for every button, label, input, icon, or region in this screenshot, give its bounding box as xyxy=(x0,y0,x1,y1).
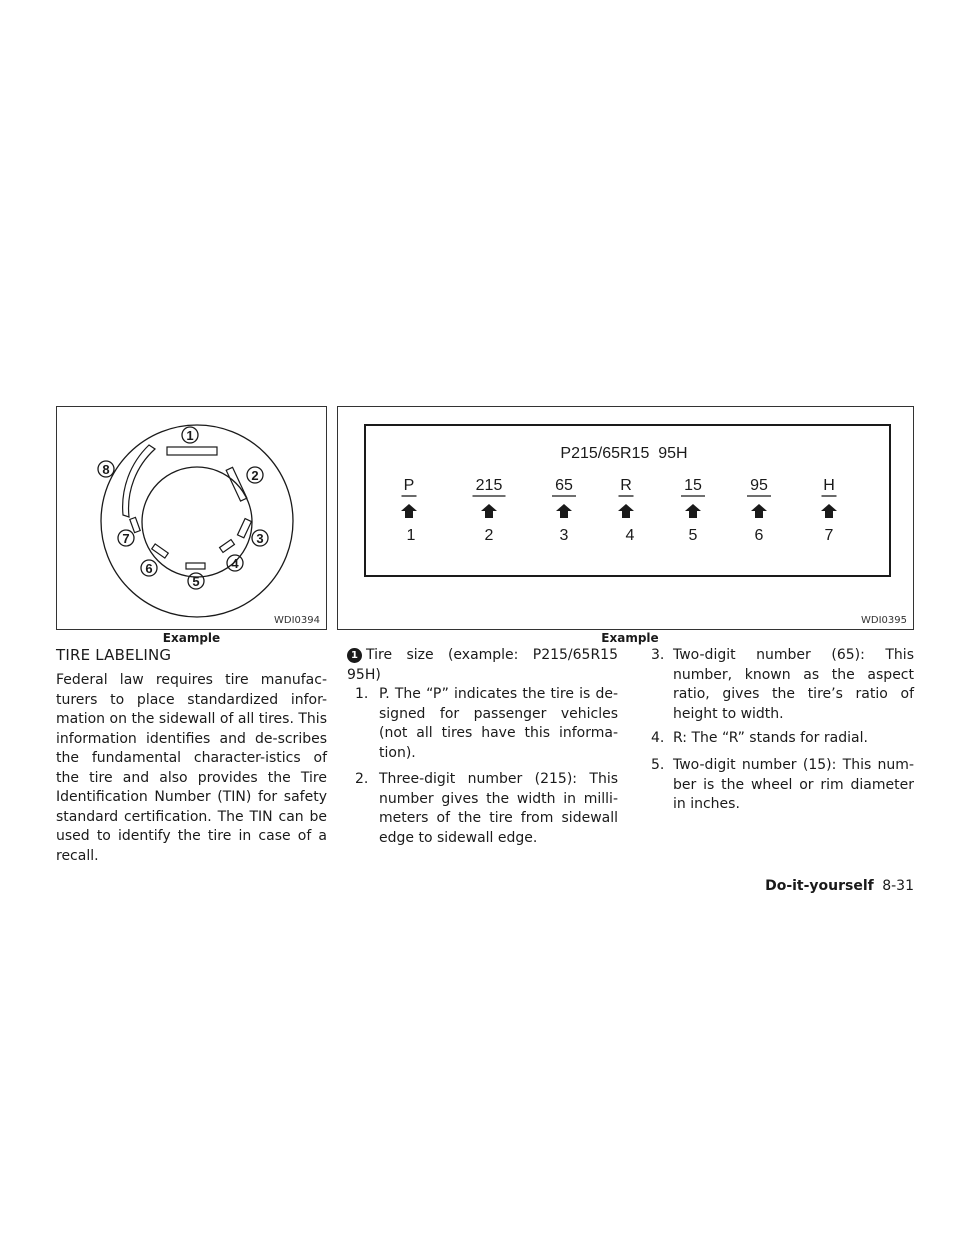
segment-label: P xyxy=(403,477,415,494)
segment-6 xyxy=(747,477,771,544)
list-item-text: Two-digit number (65): This number, known as the aspect ratio, gives the tire’s ratio of height to width. xyxy=(673,647,914,722)
list-item xyxy=(355,770,618,848)
section-paragraph: Federal law requires tire manufac-turers to place standardized infor-mation on the sidewall of all tires. This information identifies and de-scribes the fundamental character-istics of the tire and also provides the Tire Identification Number (TIN) for safety standard certification. The TIN can be used to identify the tire in case of a recall. xyxy=(56,672,327,864)
segment-number: 6 xyxy=(754,527,764,544)
segment-1 xyxy=(401,477,417,544)
list-item xyxy=(651,729,914,749)
marker-7-label: 7 xyxy=(122,531,130,546)
segment-label: 215 xyxy=(475,477,503,494)
segment-number: 3 xyxy=(559,527,569,544)
up-arrow-icon xyxy=(556,504,572,518)
list-item-number: 1. xyxy=(355,686,369,702)
list-item xyxy=(651,756,914,815)
tire-size-intro xyxy=(347,646,618,685)
up-arrow-icon xyxy=(751,504,767,518)
tire-sidewall-diagram xyxy=(57,407,326,629)
marker-3-label: 3 xyxy=(256,531,264,546)
tire-size-title: P215/65R15 95H xyxy=(560,445,688,462)
segment-5 xyxy=(681,477,705,544)
label-slot-4 xyxy=(220,540,235,553)
marker-4 xyxy=(227,555,243,571)
segment-3 xyxy=(552,477,576,544)
list-item xyxy=(355,685,618,763)
marker-7 xyxy=(118,530,134,546)
segment-7 xyxy=(821,477,837,544)
marker-5 xyxy=(188,573,204,589)
footer-page-number: 8-31 xyxy=(882,878,914,894)
segment-label: R xyxy=(620,477,632,494)
list-item-text: P. The “P” indicates the tire is de-signed for passenger vehicles (not all tires have this informa-tion). xyxy=(379,686,618,761)
list-item-number: 4. xyxy=(651,730,665,746)
label-slot-3 xyxy=(237,519,251,538)
list-item-number: 2. xyxy=(355,771,369,787)
segment-label: 65 xyxy=(555,477,573,494)
up-arrow-icon xyxy=(685,504,701,518)
tire-size-intro-text: Tire size (example: P215/65R15 95H) xyxy=(347,647,618,683)
marker-1-label: 1 xyxy=(186,428,194,443)
label-slot-5 xyxy=(186,563,205,569)
list-item xyxy=(651,646,914,724)
segment-number: 5 xyxy=(688,527,698,544)
list-item-text: R: The “R” stands for radial. xyxy=(673,730,868,746)
footer-section: Do-it-yourself xyxy=(765,878,874,894)
up-arrow-icon xyxy=(401,504,417,518)
list-item-number: 3. xyxy=(651,647,665,663)
segment-label: H xyxy=(823,477,835,494)
marker-8 xyxy=(98,461,114,477)
label-slot-1 xyxy=(167,447,217,455)
marker-5-label: 5 xyxy=(192,574,200,589)
figure-caption: Example xyxy=(162,631,221,645)
tire-size-diagram xyxy=(338,407,913,629)
list-item-number: 5. xyxy=(651,757,665,773)
label-slot-7 xyxy=(130,517,140,532)
segment-number: 7 xyxy=(824,527,834,544)
segment-2 xyxy=(473,477,506,544)
marker-6-label: 6 xyxy=(145,561,153,576)
marker-2-label: 2 xyxy=(251,468,259,483)
up-arrow-icon xyxy=(481,504,497,518)
up-arrow-icon xyxy=(618,504,634,518)
figure-code: WDI0394 xyxy=(274,615,320,626)
list-item-text: Two-digit number (15): This num-ber is the wheel or rim diameter in inches. xyxy=(673,757,914,812)
segment-4 xyxy=(618,477,635,544)
segment-number: 2 xyxy=(484,527,494,544)
segment-number: 1 xyxy=(406,527,416,544)
figure-code: WDI0395 xyxy=(861,615,907,626)
list-item-text: Three-digit number (215): This number gives the width in milli-meters of the tire from sidewall edge to sidewall edge. xyxy=(379,771,618,846)
segment-label: 95 xyxy=(750,477,768,494)
marker-3 xyxy=(252,530,268,546)
section-heading: TIRE LABELING xyxy=(56,646,172,664)
segment-label: 15 xyxy=(684,477,702,494)
tire-size-figure xyxy=(337,406,914,630)
marker-4-label: 4 xyxy=(231,556,239,571)
marker-6 xyxy=(141,560,157,576)
marker-1-icon: 1 xyxy=(347,648,362,663)
label-slot-8 xyxy=(123,445,155,517)
segment-number: 4 xyxy=(625,527,635,544)
marker-2 xyxy=(247,467,263,483)
figure-caption: Example xyxy=(601,631,659,645)
up-arrow-icon xyxy=(821,504,837,518)
size-segments xyxy=(401,477,837,544)
marker-1 xyxy=(182,427,198,443)
tire-sidewall-figure xyxy=(56,406,327,630)
page-footer xyxy=(765,878,914,894)
marker-8-label: 8 xyxy=(102,462,110,477)
